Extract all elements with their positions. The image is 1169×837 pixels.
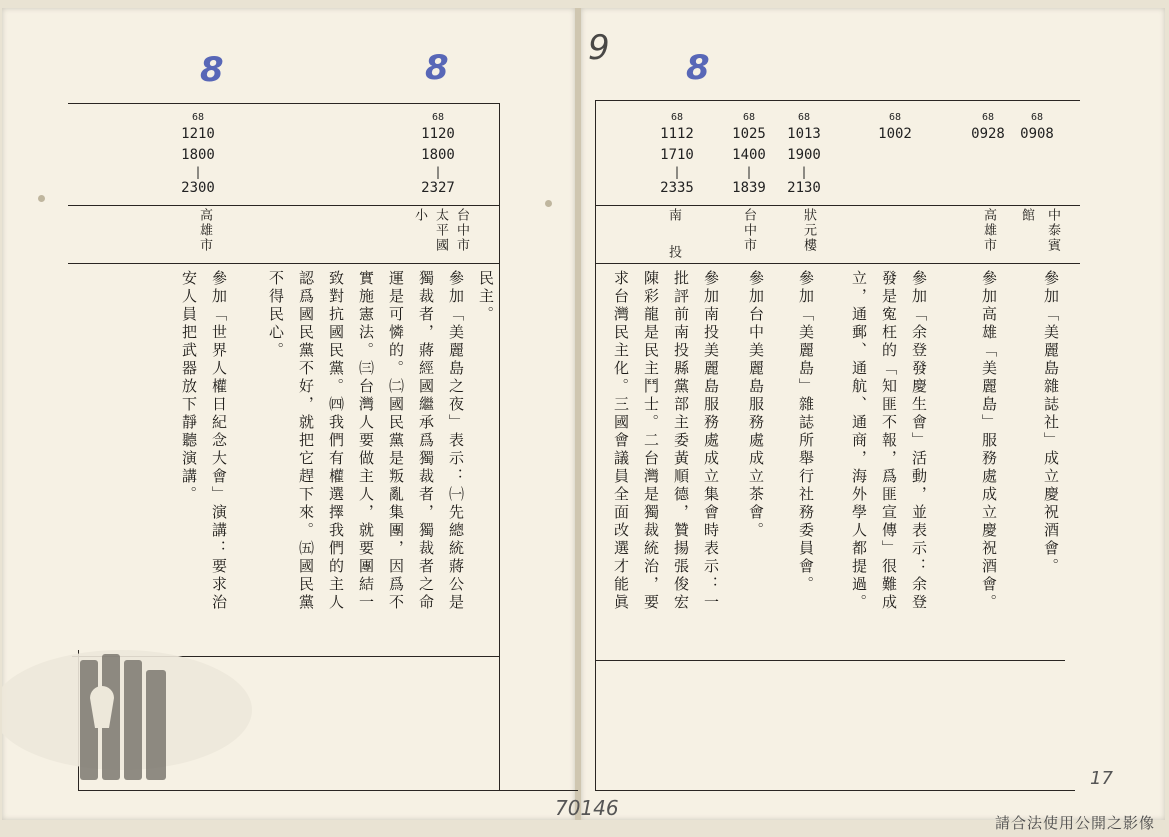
handwritten-page-number: 8 [425, 48, 449, 88]
entry-year: 68 [797, 112, 811, 123]
table-date-rule [595, 205, 1080, 206]
entry-time-end: 1839 [732, 180, 766, 196]
table-date-rule [68, 205, 500, 206]
entry-place: 太平國 [433, 208, 448, 253]
entry-date: 1210 [181, 126, 215, 142]
entry-time-end: 2335 [660, 180, 694, 196]
entry-text-column: 參加南投美麗島服務處成立集會時表示：一 [702, 270, 720, 612]
entry-year: 68 [742, 112, 756, 123]
entry-text-column: 參加「美麗島雜誌社」成立慶祝酒會。 [1042, 270, 1060, 576]
entry-text-column: 認爲國民黨不好，就把它趕下來。㈤國民黨 [297, 270, 315, 612]
table-top-rule [595, 100, 1080, 101]
table-base-rule [78, 790, 578, 791]
entry-date: 1112 [660, 126, 694, 142]
entry-date: 1025 [732, 126, 766, 142]
entry-text-column: 參加「美麗島」雜誌所舉行社務委員會。 [797, 270, 815, 594]
entry-place: 高雄市 [981, 208, 996, 253]
entry-text-column: 發是寃枉的「知匪不報，爲匪宣傳」很難成 [880, 270, 898, 612]
entry-year: 68 [431, 112, 445, 123]
entry-date: 0928 [971, 126, 1005, 142]
entry-text-column: 立，通郵、通航、通商，海外學人都提過。 [850, 270, 868, 612]
entry-date-block [963, 112, 1013, 145]
entry-year: 68 [191, 112, 205, 123]
entry-date-block [868, 112, 922, 145]
entry-place: 投 [666, 245, 681, 260]
entry-text-column: 安人員把武器放下靜聽演講。 [180, 270, 198, 504]
entry-place: 台中市 [454, 208, 469, 253]
entry-year: 68 [1030, 112, 1044, 123]
entry-time-start: 1900 [787, 147, 821, 163]
entry-text-column: 運是可憐的。㈡國民黨是叛亂集團，因爲不 [387, 270, 405, 612]
punch-hole [545, 200, 552, 207]
entry-date-block [722, 112, 776, 199]
entry-date-block [1012, 112, 1062, 145]
table-right-rule [499, 103, 500, 790]
entry-time-end: 2300 [181, 180, 215, 196]
time-range-bar: | [194, 165, 202, 179]
entry-text-column: 批評前南投縣黨部主委黃順德，贊揚張俊宏 [672, 270, 690, 612]
entry-date-block [168, 112, 228, 199]
table-base-rule [595, 790, 1075, 791]
time-range-bar: | [673, 165, 681, 179]
entry-time-end: 2327 [421, 180, 455, 196]
archive-logo-watermark [2, 640, 252, 790]
usage-watermark: 請合法使用公開之影像 [994, 814, 1155, 832]
entry-place: 館 [1019, 208, 1034, 223]
time-range-bar: | [434, 165, 442, 179]
entry-place: 小 [412, 208, 427, 223]
entry-place: 高雄市 [197, 208, 212, 253]
entry-time-start: 1800 [421, 147, 455, 163]
entry-date-block [408, 112, 468, 199]
entry-date-block [777, 112, 831, 199]
entry-text-column: 參加高雄「美麗島」服務處成立慶祝酒會。 [980, 270, 998, 612]
entry-place: 中泰賓 [1045, 208, 1060, 253]
entry-time-end: 2130 [787, 180, 821, 196]
entry-text-column: 不得民心。 [267, 270, 285, 360]
entry-year: 68 [888, 112, 902, 123]
handwritten-code: 70146 [555, 796, 619, 820]
handwritten-page-number: 9 [588, 28, 610, 68]
table-place-rule [595, 263, 1080, 264]
entry-time-start: 1400 [732, 147, 766, 163]
entry-date: 1013 [787, 126, 821, 142]
entry-text-column: 參加「美麗島之夜」表示：㈠先總統蔣公是 [447, 270, 465, 612]
handwritten-page-number: 8 [686, 48, 710, 88]
entry-text-column: 獨裁者，蔣經國繼承爲獨裁者，獨裁者之命 [417, 270, 435, 612]
entry-place: 南 [666, 208, 681, 223]
entry-year: 68 [981, 112, 995, 123]
time-range-bar: | [800, 165, 808, 179]
entry-text-column: 參加「余登發慶生會」活動，並表示：余登 [910, 270, 928, 612]
entry-place: 台中市 [741, 208, 756, 253]
entry-time-start: 1800 [181, 147, 215, 163]
entry-text-column: 參加台中美麗島服務處成立茶會。 [747, 270, 765, 540]
time-range-bar: | [745, 165, 753, 179]
entry-date: 1120 [421, 126, 455, 142]
entry-text-column: 致對抗國民黨。㈣我們有權選擇我們的主人 [327, 270, 345, 612]
table-bottom-rule [595, 660, 1065, 661]
entry-year: 68 [670, 112, 684, 123]
entry-text-column: 參加「世界人權日紀念大會」演講：要求治 [210, 270, 228, 612]
table-place-rule [68, 263, 500, 264]
entry-date-block [648, 112, 706, 199]
handwritten-corner-number: 17 [1090, 768, 1113, 789]
entry-time-start: 1710 [660, 147, 694, 163]
entry-text-column: 實施憲法。㈢台灣人要做主人，就要團結一 [357, 270, 375, 612]
punch-hole [38, 195, 45, 202]
handwritten-page-number: 8 [200, 50, 224, 90]
entry-text-column: 陳彩龍是民主鬥士。二台灣是獨裁統治，要 [642, 270, 660, 612]
entry-date: 1002 [878, 126, 912, 142]
entry-text-column: 求台灣民主化。三國會議員全面改選才能眞 [612, 270, 630, 612]
entry-text-column: 民主。 [477, 270, 495, 324]
table-top-rule [68, 103, 500, 104]
table-left-rule [595, 100, 596, 790]
entry-date: 0908 [1020, 126, 1054, 142]
entry-place: 狀元樓 [801, 208, 816, 253]
